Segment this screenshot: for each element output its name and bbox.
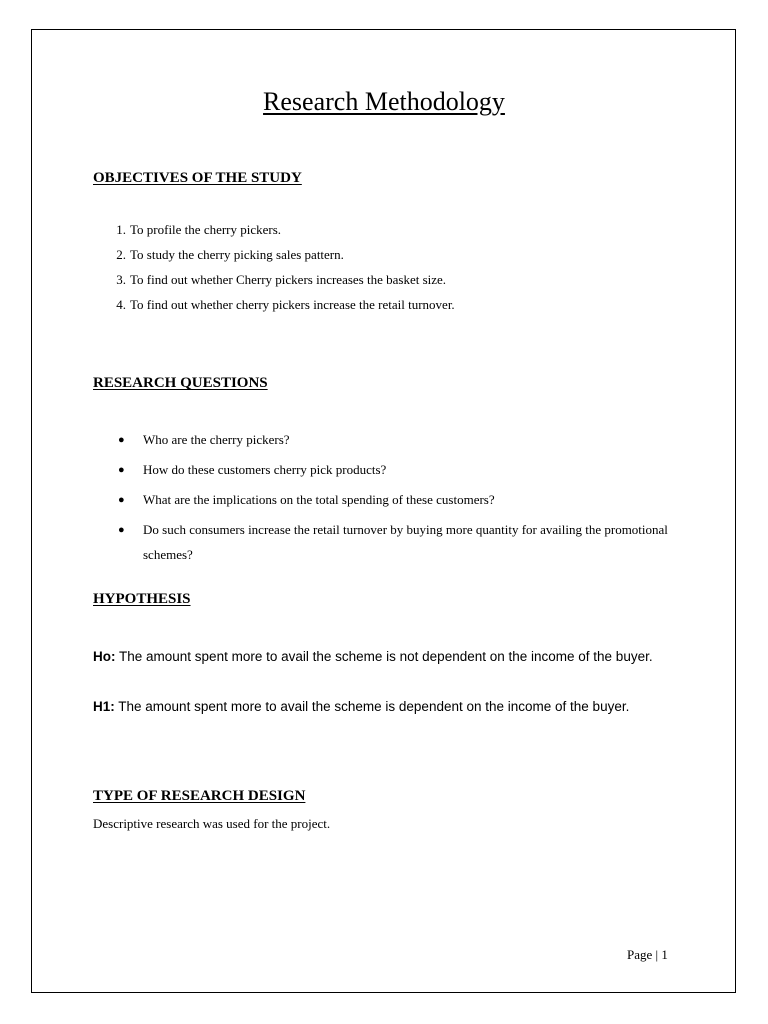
bullet-icon: ● xyxy=(118,494,125,506)
alternative-hypothesis-label: H1: xyxy=(93,699,115,714)
research-design-heading: TYPE OF RESEARCH DESIGN xyxy=(93,788,306,804)
list-item-text: Do such consumers increase the retail turnover by buying more quantity for availing the promotional schemes? xyxy=(143,522,668,562)
research-design-text: Descriptive research was used for the project. xyxy=(93,816,331,831)
list-item-number: 1. xyxy=(116,222,126,237)
list-item xyxy=(93,461,693,482)
null-hypothesis-label: Ho: xyxy=(93,649,116,664)
page-number: Page | 1 xyxy=(627,947,668,962)
bullet-icon: ● xyxy=(118,434,125,446)
bullet-icon: ● xyxy=(118,464,125,476)
objectives-heading: OBJECTIVES OF THE STUDY xyxy=(93,170,302,186)
list-item-text: To profile the cherry pickers. xyxy=(130,222,282,237)
list-item-number: 2. xyxy=(116,247,126,262)
list-item-text: What are the implications on the total spending of these customers? xyxy=(143,492,495,507)
list-item-text: To study the cherry picking sales pattern. xyxy=(130,247,344,262)
research-questions-heading: RESEARCH QUESTIONS xyxy=(93,375,268,391)
list-item xyxy=(93,221,455,246)
list-item xyxy=(93,271,455,296)
alternative-hypothesis-text: The amount spent more to avail the scheme is dependent on the income of the buyer. xyxy=(114,699,630,714)
hypothesis-heading: HYPOTHESIS xyxy=(93,591,191,607)
objectives-list xyxy=(93,221,455,321)
list-item-text: How do these customers cherry pick products? xyxy=(143,462,387,477)
list-item xyxy=(93,431,693,452)
bullet-icon: ● xyxy=(118,524,125,536)
list-item-number: 4. xyxy=(116,297,126,312)
research-questions-list xyxy=(93,431,693,576)
list-item xyxy=(93,296,455,321)
list-item xyxy=(93,521,693,567)
list-item-number: 3. xyxy=(116,272,126,287)
list-item xyxy=(93,491,693,512)
alternative-hypothesis xyxy=(93,698,683,715)
null-hypothesis xyxy=(93,648,683,665)
list-item-text: To find out whether cherry pickers increase the retail turnover. xyxy=(130,297,455,312)
list-item xyxy=(93,246,455,271)
page-title: Research Methodology xyxy=(263,87,505,116)
null-hypothesis-text: The amount spent more to avail the scheme is not dependent on the income of the buyer. xyxy=(115,649,653,664)
list-item-text: Who are the cherry pickers? xyxy=(143,432,290,447)
list-item-text: To find out whether Cherry pickers increases the basket size. xyxy=(130,272,447,287)
